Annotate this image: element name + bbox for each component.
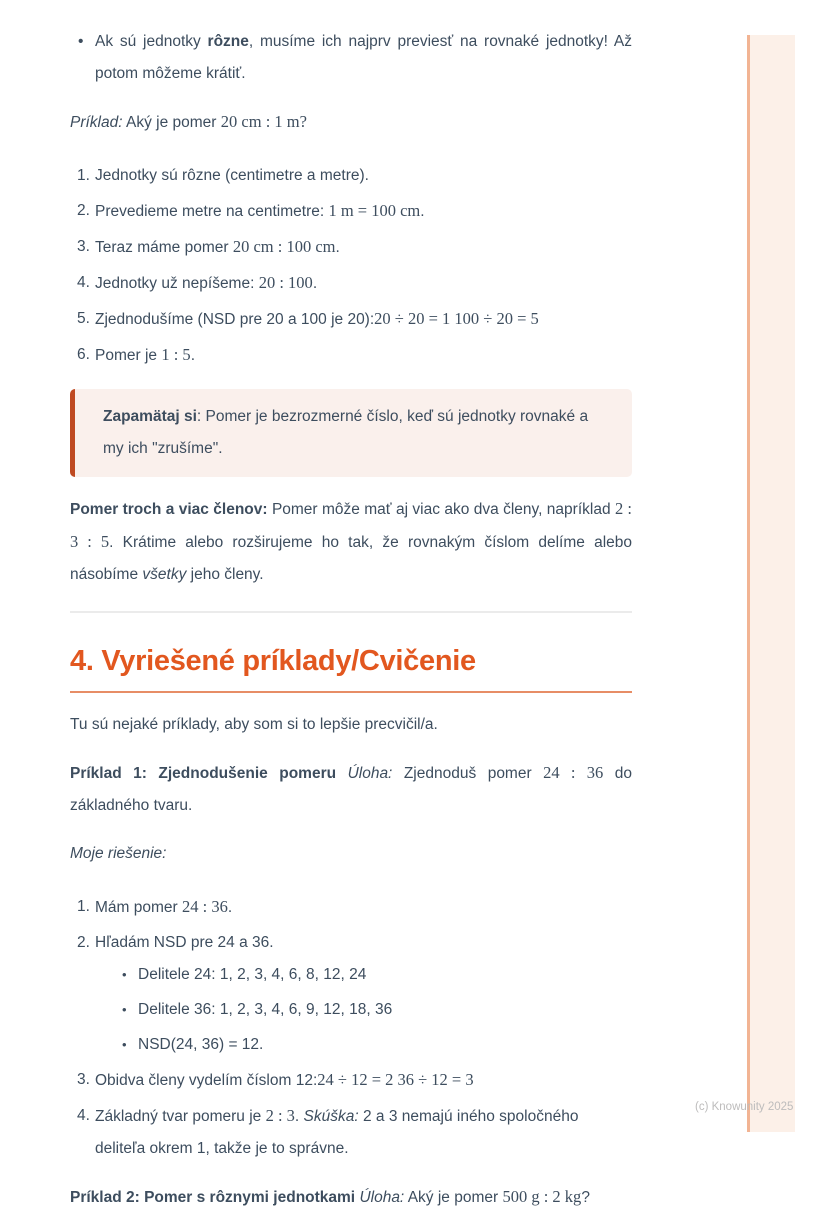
steps-list-priklad-1 <box>70 891 632 1165</box>
list-item <box>77 267 632 300</box>
bullet-icon: • <box>122 1002 127 1017</box>
text-segment: jeho členy. <box>186 566 264 583</box>
text-segment: Jednotky už nepíšeme: <box>95 275 259 292</box>
text-segment: rôzne <box>207 33 249 50</box>
paragraph-priklad-2 <box>70 1181 632 1214</box>
list-item <box>77 195 632 228</box>
list-item <box>122 959 632 991</box>
text-segment: 2 : 3 : 5 <box>70 499 632 551</box>
text-segment: Úloha: <box>359 1189 405 1206</box>
text-segment: všetky <box>142 566 187 583</box>
text-segment: . <box>294 1108 304 1125</box>
text-segment: NSD(24, 36) = 12. <box>138 1036 264 1053</box>
text-segment: Teraz máme pomer <box>95 239 233 256</box>
list-item <box>77 1100 632 1165</box>
text-segment: Obidva členy vydelím číslom 12: <box>95 1072 318 1089</box>
text-segment: Ak sú jednotky <box>95 33 208 50</box>
list-number: 6. <box>77 346 90 363</box>
list-number: 1. <box>77 167 90 184</box>
text-segment: . <box>312 275 318 292</box>
text-segment: do základného tvaru. <box>70 765 632 814</box>
list-item <box>77 891 632 924</box>
text-segment: Aký je pomer <box>122 114 221 131</box>
list-number: 2. <box>77 202 90 219</box>
section-heading: 4. Vyriešené príklady/Cvičenie <box>70 645 476 677</box>
sub-bullet-list <box>95 959 632 1061</box>
list-number: 2. <box>77 934 90 951</box>
callout-zapamataj-si <box>70 389 632 477</box>
list-item <box>77 1064 632 1097</box>
text-segment: Príklad 1: Zjednodušenie pomeru <box>70 765 337 782</box>
text-segment: Zjednoduš pomer <box>392 765 544 782</box>
watermark: (c) Knowunity 2025 <box>695 1101 794 1113</box>
text-segment: , musíme ich najprv previesť na rovnaké jednotky! Až potom môžeme krátiť. <box>95 33 633 82</box>
text-segment: 20 : 100 <box>258 273 313 292</box>
list-item <box>122 1029 632 1061</box>
text-segment: . <box>227 899 233 916</box>
text-segment: . <box>190 347 195 364</box>
text-segment: 24 ÷ 12 = 2 36 ÷ 12 = 3 <box>317 1070 474 1089</box>
text-segment: : Pomer je bezrozmerné číslo, keď sú jednotky rovnaké a my ich "zrušíme". <box>103 408 589 457</box>
paragraph-priklad-1 <box>70 757 632 822</box>
bullet-icon: • <box>122 967 127 982</box>
list-item <box>77 160 632 192</box>
document-page <box>70 26 632 1214</box>
list-number: 5. <box>77 310 90 327</box>
callout-text <box>103 401 604 465</box>
text-segment: Zapamätaj si <box>103 408 197 425</box>
text-segment: . Krátime alebo rozširujeme ho tak, že rovnakým číslom delíme alebo násobíme <box>70 534 633 583</box>
text-segment: Delitele 24: 1, 2, 3, 4, 6, 8, 12, 24 <box>138 966 367 983</box>
steps-list-units <box>70 160 632 372</box>
text-segment: Úloha: <box>347 765 393 782</box>
text-segment: Základný tvar pomeru je <box>95 1108 266 1125</box>
text-segment: 500 g : 2 kg <box>502 1187 582 1206</box>
text-segment: Mám pomer <box>95 899 182 916</box>
section-heading-underline <box>70 691 632 693</box>
text-segment: 24 : 36 <box>182 897 228 916</box>
text-segment: Zjednodušíme (NSD pre 20 a 100 je 20): <box>95 311 375 328</box>
page-edge-band <box>747 35 795 1132</box>
list-item <box>77 339 632 372</box>
text-segment: 20 ÷ 20 = 1 100 ÷ 20 = 5 <box>374 309 539 328</box>
list-number: 4. <box>77 1107 90 1124</box>
text-segment <box>336 765 347 782</box>
priklad-line <box>70 106 632 139</box>
text-segment: 2 a 3 nemajú iného spoločného deliteľa okrem 1, takže je to správne. <box>95 1108 579 1157</box>
text-segment: 2 : 3 <box>265 1106 295 1125</box>
text-segment: Príklad: <box>70 114 123 131</box>
text-segment: . <box>335 239 340 256</box>
intro-bullet-list <box>70 26 632 90</box>
text-segment: Pomer môže mať aj viac ako dva členy, napríklad <box>267 501 615 518</box>
list-number: 4. <box>77 274 90 291</box>
text-segment: Pomer troch a viac členov: <box>70 501 268 518</box>
text-segment: 1 m = 100 cm <box>328 201 421 220</box>
list-item <box>122 994 632 1026</box>
text-segment: Príklad 2: Pomer s rôznymi jednotkami <box>70 1189 356 1206</box>
text-segment: Hľadám NSD pre 24 a 36. <box>95 934 274 951</box>
section-divider <box>70 611 632 613</box>
list-item <box>77 303 632 336</box>
bullet-icon: • <box>78 33 84 50</box>
paragraph-pomer-troch <box>70 493 632 591</box>
list-item <box>78 26 633 90</box>
text-segment: 1 : 5 <box>161 345 191 364</box>
list-number: 3. <box>77 238 90 255</box>
text-segment: Skúška: <box>303 1108 359 1125</box>
section-intro-text: Tu sú nejaké príklady, aby som si to lepšie precvičil/a. <box>70 716 438 733</box>
text-segment: . <box>420 203 425 220</box>
moje-riesenie-label: Moje riešenie: <box>70 845 167 862</box>
bullet-icon: • <box>122 1037 127 1052</box>
text-segment: ? <box>581 1189 590 1206</box>
text-segment: 24 : 36 <box>543 763 604 782</box>
text-segment: Prevedieme metre na centimetre: <box>95 203 329 220</box>
text-segment: 20 cm : 1 m? <box>220 112 307 131</box>
list-item <box>77 231 632 264</box>
text-segment: Delitele 36: 1, 2, 3, 4, 6, 9, 12, 18, 36 <box>138 1001 393 1018</box>
list-number: 1. <box>77 898 90 915</box>
text-segment: Jednotky sú rôzne (centimetre a metre). <box>95 167 369 184</box>
list-item <box>77 927 632 1061</box>
list-number: 3. <box>77 1071 90 1088</box>
text-segment: Pomer je <box>95 347 162 364</box>
text-segment: Aký je pomer <box>404 1189 503 1206</box>
text-segment: 20 cm : 100 cm <box>232 237 336 256</box>
